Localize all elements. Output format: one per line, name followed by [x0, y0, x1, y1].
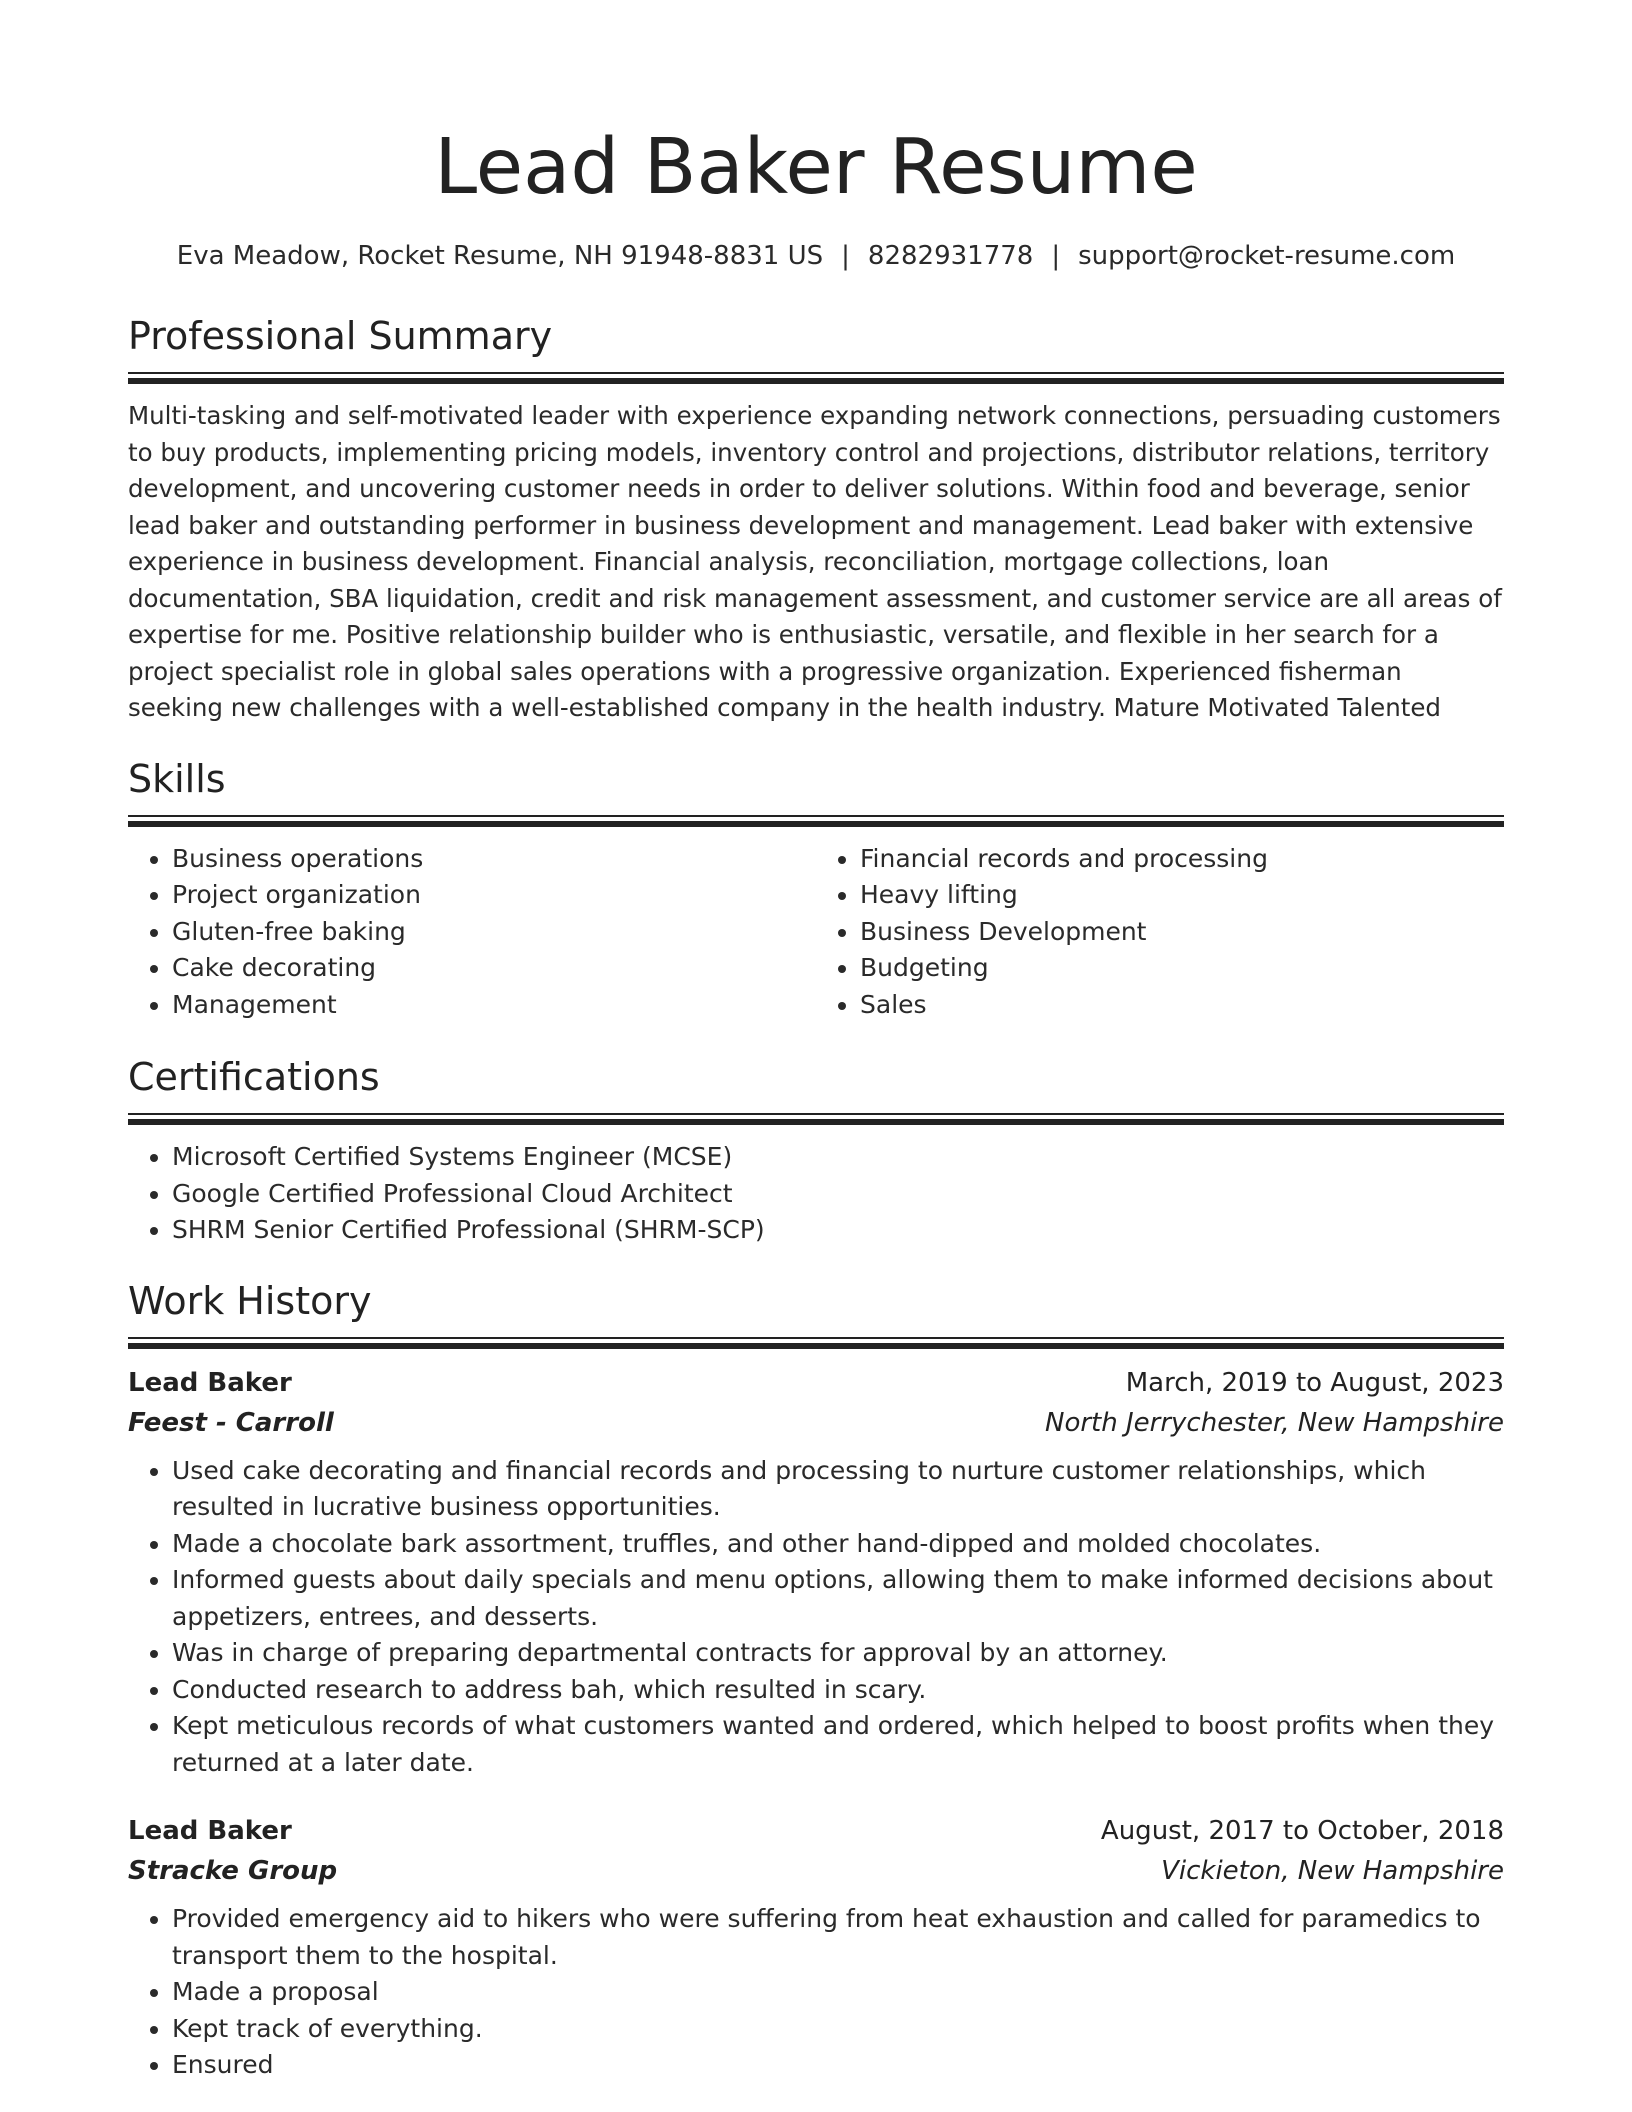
section-divider: [128, 372, 1504, 384]
section-divider: [128, 1337, 1504, 1349]
job-bullet: • Made a chocolate bark assortment, truffles, and other hand-dipped and molded chocolates.: [172, 1526, 1504, 1563]
job-bullet: • Informed guests about daily specials and menu options, allowing them to make informed decisions about appetizers, entrees, and desserts.: [172, 1562, 1504, 1635]
job-bullet: • Made a proposal: [172, 1974, 1504, 2011]
job-subheader: [128, 1403, 1504, 1443]
skill-item: • Project organization: [172, 877, 816, 914]
contact-separator: |: [1051, 241, 1061, 271]
job-entry: [128, 1811, 1504, 2084]
job-bullet: • Was in charge of preparing departmental contracts for approval by an attorney.: [172, 1635, 1504, 1672]
job-location: North Jerrychester, New Hampshire: [1045, 1407, 1504, 1438]
skill-item: • Business operations: [172, 841, 816, 878]
skill-item: • Cake decorating: [172, 950, 816, 987]
section-divider: [128, 815, 1504, 827]
job-bullet: • Ensured: [172, 2047, 1504, 2084]
job-bullet: • Kept track of everything.: [172, 2011, 1504, 2048]
job-dates: March, 2019 to August, 2023: [1125, 1367, 1504, 1398]
contact-line: [128, 238, 1504, 274]
skill-item: • Management: [172, 987, 816, 1024]
job-location: Vickieton, New Hampshire: [1161, 1856, 1504, 1886]
skill-item: • Budgeting: [860, 950, 1504, 987]
skill-item: • Sales: [860, 987, 1504, 1024]
skills-list-left: [128, 841, 816, 1024]
skills-list-right: [816, 841, 1504, 1024]
certifications-list: [128, 1139, 1504, 1249]
job-bullets: [128, 1453, 1504, 1782]
job-subheader: [128, 1851, 1504, 1891]
job-bullet: • Kept meticulous records of what customers wanted and ordered, which helped to boost profits when they returned at a later date.: [172, 1708, 1504, 1781]
section-heading-summary: Professional Summary: [128, 314, 553, 358]
job-header: [128, 1811, 1504, 1851]
certification-item: • Google Certified Professional Cloud Architect: [172, 1176, 1504, 1213]
section-heading-certifications: Certifications: [128, 1055, 380, 1099]
summary-text: Multi-tasking and self-motivated leader with experience expanding network connections, persuading customers to buy products, implementing pricing models, inventory control and projections, distributor relations, territory development, and uncovering customer needs in order to deliver solutions. Within food and beverage, senior lead baker and outstanding performer in business development and management. Lead baker with extensive experience in business development. Financial analysis, reconciliation, mortgage collections, loan documentation, SBA liquidation, credit and risk management assessment, and customer service are all areas of expertise for me. Positive relationship builder who is enthusiastic, versatile, and flexible in her search for a project specialist role in global sales operations with a progressive organization. Experienced fisherman seeking new challenges with a well-established company in the health industry. Mature Motivated Talented: [128, 401, 1502, 722]
contact-phone: 8282931778: [867, 241, 1034, 271]
job-bullet: • Used cake decorating and financial records and processing to nurture customer relationships, which resulted in lucrative business opportunities.: [172, 1453, 1504, 1526]
job-title: Lead Baker: [128, 1367, 292, 1398]
skill-item: • Business Development: [860, 914, 1504, 951]
skill-item: • Gluten-free baking: [172, 914, 816, 951]
section-certifications: [128, 1053, 1504, 1249]
skill-item: • Heavy lifting: [860, 877, 1504, 914]
job-header: [128, 1363, 1504, 1403]
certification-item: • Microsoft Certified Systems Engineer (MCSE): [172, 1139, 1504, 1176]
job-company: Feest - Carroll: [128, 1407, 334, 1438]
skill-item: • Financial records and processing: [860, 841, 1504, 878]
contact-address: Eva Meadow, Rocket Resume, NH 91948-8831 US: [176, 241, 824, 271]
page-title: Lead Baker Resume: [434, 123, 1198, 212]
section-summary: [128, 312, 1504, 727]
job-dates: August, 2017 to October, 2018: [1100, 1816, 1504, 1846]
job-bullets: [128, 1901, 1504, 2084]
job-bullet: • Conducted research to address bah, which resulted in scary.: [172, 1672, 1504, 1709]
section-heading-skills: Skills: [128, 756, 226, 801]
job-entry: [128, 1363, 1504, 1782]
contact-separator: |: [841, 241, 850, 271]
job-company: Stracke Group: [128, 1856, 338, 1886]
job-title: Lead Baker: [128, 1816, 292, 1846]
contact-email[interactable]: support@rocket-resume.com: [1078, 241, 1456, 271]
section-work-history: [128, 1277, 1504, 2084]
certification-item: • SHRM Senior Certified Professional (SHRM-SCP): [172, 1212, 1504, 1249]
section-skills: [128, 755, 1504, 1024]
job-bullet: • Provided emergency aid to hikers who were suffering from heat exhaustion and called for paramedics to transport them to the hospital.: [172, 1901, 1504, 1974]
section-heading-work: Work History: [128, 1278, 372, 1323]
skills-columns: [128, 841, 1504, 1024]
section-divider: [128, 1113, 1504, 1125]
